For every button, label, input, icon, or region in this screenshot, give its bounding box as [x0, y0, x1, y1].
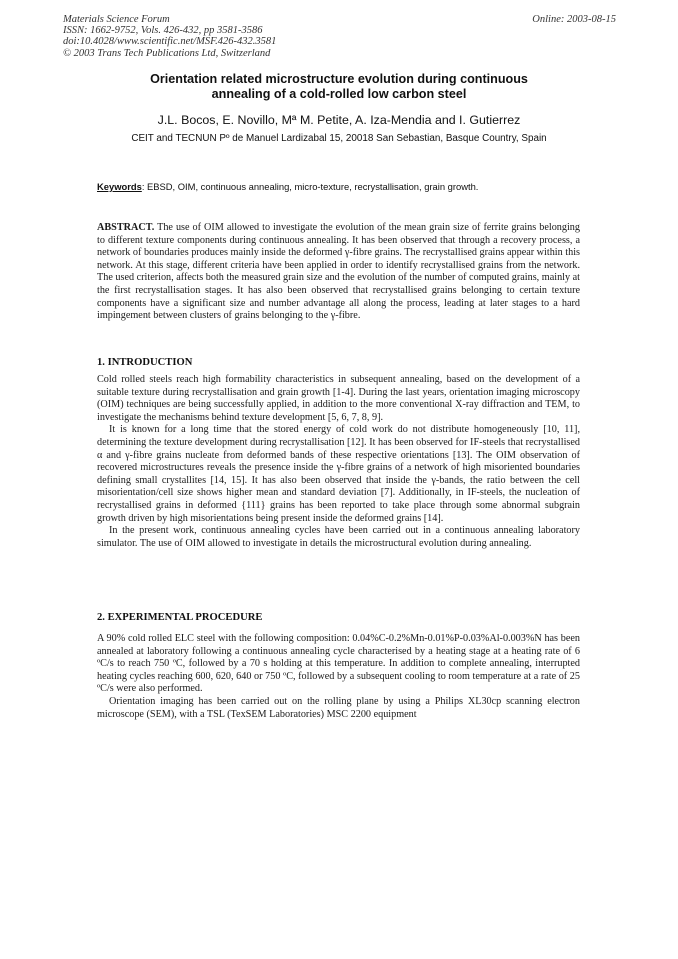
- paper-title: [80, 72, 598, 102]
- journal-name: Materials Science Forum: [63, 14, 170, 25]
- section-heading-introduction: 1. INTRODUCTION: [97, 357, 193, 368]
- intro-paragraph-1: Cold rolled steels reach high formability characteristics in subsequent annealing, based on the development of a suitable texture during recrystallisation and grain growth [1-4]. During the last years, orientation imaging microscopy (OIM) techniques are being successfully applied, in addition to the more conventional X-ray diffraction and TEM, to investigate the mechanisms behind texture development [5, 6, 7, 8, 9].: [97, 374, 580, 423]
- keywords-label: Keywords: [97, 181, 142, 192]
- doi-line: doi:10.4028/www.scientific.net/MSF.426-432.3581: [63, 36, 277, 48]
- online-date: Online: 2003-08-15: [532, 14, 616, 25]
- title-line-1: Orientation related microstructure evolution during continuous: [150, 72, 528, 86]
- experimental-paragraph-2: Orientation imaging has been carried out on the rolling plane by using a Philips XL30cp scanning electron microscope (SEM), with a TSL (TexSEM Laboratories) MSC 2200 equipment: [97, 695, 580, 720]
- author-list: J.L. Bocos, E. Novillo, Mª M. Petite, A. Iza-Mendia and I. Gutierrez: [157, 113, 521, 127]
- experimental-body: [97, 633, 580, 721]
- abstract: [97, 222, 580, 323]
- section-heading-experimental: 2. EXPERIMENTAL PROCEDURE: [97, 612, 263, 623]
- experimental-paragraph-1: A 90% cold rolled ELC steel with the following composition: 0.04%C-0.2%Mn-0.01%P-0.03%Al-0.003%N has been annealed at laboratory following a continuous annealing cycle characterised by a heating stage at a heating rate of 6 ºC/s to reach 750 ºC, followed by a 70 s holding at this temperature. In addition to complete annealing, interrupted heating cycles reaching 600, 620, 640 or 750 ºC, followed by a subsequent cooling to room temperature at a rate of 25 ºC/s were also performed.: [97, 633, 580, 695]
- introduction-body: [97, 374, 580, 550]
- keywords-text: : EBSD, OIM, continuous annealing, micro-texture, recrystallisation, grain growth.: [141, 181, 479, 192]
- abstract-label: ABSTRACT.: [97, 222, 155, 233]
- affiliation: CEIT and TECNUN Pº de Manuel Lardizabal 15, 20018 San Sebastian, Basque Country, Spain: [131, 133, 547, 144]
- issn-line: ISSN: 1662-9752, Vols. 426-432, pp 3581-3586: [63, 25, 263, 37]
- copyright-line: © 2003 Trans Tech Publications Ltd, Switzerland: [63, 47, 271, 59]
- intro-paragraph-3: In the present work, continuous annealing cycles have been carried out in a continuous annealing laboratory simulator. The use of OIM allowed to investigate in details the microstructural evolution during annealing.: [97, 525, 580, 549]
- title-line-2: annealing of a cold-rolled low carbon steel: [211, 87, 467, 101]
- journal-header: [63, 14, 276, 59]
- abstract-text: The use of OIM allowed to investigate the evolution of the mean grain size of ferrite grains belonging to different texture components during continuous annealing. It has been observed that through a recovery process, a network of boundaries produces mainly inside the deformed γ-fibre grains. The recrystallised grains appear within this network. At this stage, different criteria have been applied in order to identify recrystallised grains from the network. The used criterion, affects both the measured grain size and the evolution of the number of computed grains, mainly at the first recrystallisation stages. It has also been observed that recrystallised grains belonging to certain texture components have a significant size and number advantage all along the process, leading at later stages to a hard impingement between clusters of grains belonging to the γ-fibre.: [97, 222, 580, 322]
- intro-paragraph-2: It is known for a long time that the stored energy of cold work do not distribute homogeneously [10, 11], determining the texture development during recrystallisation [12]. It has been observed for IF-steels that recrystallised α and γ-fibre grains nucleate from deformed bands of these respective orientations [13]. The OIM observation of recovered microstructures reveals the presence inside the γ-fibre grains of a network of high misoriented boundaries defining small crystallites [14, 15]. It has also been observed that inside the γ-bands, the ratio between the cell misorientation/cell size shows higher mean and standard deviation [7]. Additionally, in IF-steels, the nucleation of recrystallised grains in deformed {111} grains has been reported to take place through some abnormal subgrain growth driven by high misorientations being present inside the deformed grains [14].: [97, 424, 580, 524]
- keywords-line: [97, 181, 478, 192]
